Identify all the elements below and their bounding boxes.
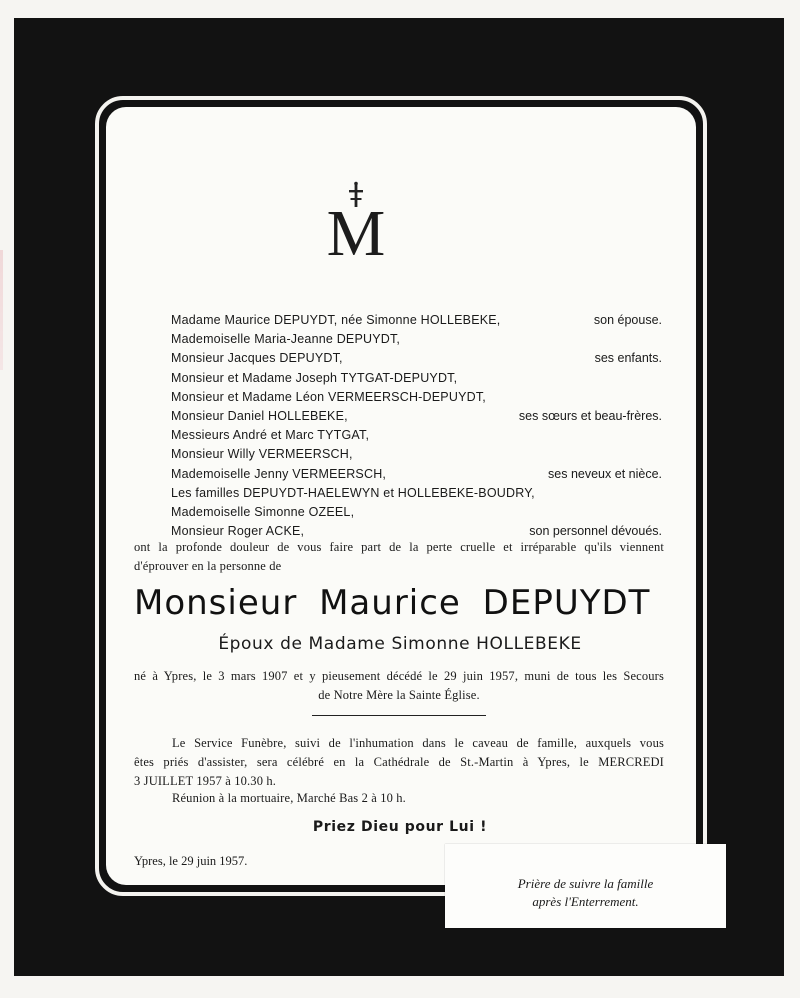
divider-rule: [312, 715, 486, 716]
intro-line-1: ont la profonde douleur de vous faire part de la perte cruelle et irréparable qu'ils viennent: [134, 540, 664, 554]
service-text: [134, 734, 664, 791]
place-date: Ypres, le 29 juin 1957.: [134, 854, 248, 868]
relation-label: ses enfants.: [594, 351, 662, 365]
paper-edge-stain: [0, 250, 3, 370]
relative-name: Monsieur Roger ACKE,: [171, 524, 305, 538]
birth-death-line-2: de Notre Mère la Sainte Église.: [318, 688, 480, 702]
relation-label: son personnel dévoués.: [529, 524, 662, 538]
relative-name: Mademoiselle Jenny VERMEERSCH,: [171, 467, 387, 481]
prayer-line: Priez Dieu pour Lui !: [312, 819, 488, 835]
relative-name: Monsieur Willy VERMEERSCH,: [171, 447, 353, 461]
relation-label: ses neveux et nièce.: [548, 467, 662, 481]
relative-name: Monsieur Jacques DEPUYDT,: [171, 351, 343, 365]
relation-label: ses sœurs et beau-frères.: [518, 409, 662, 423]
relative-name: Madame Maurice DEPUYDT, née Simonne HOLLEBEKE,: [171, 313, 501, 327]
relative-name: Messieurs André et Marc TYTGAT,: [171, 428, 370, 442]
relative-name: Mademoiselle Maria-Jeanne DEPUYDT,: [171, 332, 401, 346]
relative-name: Monsieur et Madame Joseph TYTGAT-DEPUYDT,: [171, 371, 458, 385]
spouse-line: Époux de Madame Simonne HOLLEBEKE: [218, 634, 582, 654]
service-line-3: 3 JUILLET 1957 à 10.30 h.: [134, 774, 277, 788]
relative-name: Les familles DEPUYDT-HAELEWYN et HOLLEBEKE-BOUDRY,: [171, 486, 535, 500]
attached-slip: [445, 844, 726, 928]
service-line-1: Le Service Funèbre, suivi de l'inhumation dans le caveau de famille, auxquels vous: [172, 736, 664, 750]
monogram-letter: M: [326, 197, 386, 260]
birth-death-line-1: né à Ypres, le 3 mars 1907 et y pieusement décédé le 29 juin 1957, muni de tous les Secours: [134, 669, 664, 683]
birth-death-text: [134, 667, 664, 705]
intro-line-2: d'éprouver en la personne de: [134, 559, 282, 573]
slip-line-1: Prière de suivre la famille: [517, 876, 654, 891]
deceased-name: Monsieur Maurice DEPUYDT: [134, 583, 651, 623]
marian-monogram-icon: [316, 180, 396, 260]
relative-name: Mademoiselle Simonne OZEEL,: [171, 505, 355, 519]
service-line-2: êtes priés d'assister, sera célébré en la Cathédrale de St.-Martin à Ypres, le MERCREDI: [134, 755, 664, 769]
slip-line-2: après l'Enterrement.: [532, 894, 639, 909]
relative-name: Monsieur et Madame Léon VERMEERSCH-DEPUYDT,: [171, 390, 486, 404]
relative-name: Monsieur Daniel HOLLEBEKE,: [171, 409, 348, 423]
intro-text: [134, 538, 664, 576]
relation-label: son épouse.: [593, 313, 662, 327]
reunion-text: Réunion à la mortuaire, Marché Bas 2 à 10 h.: [172, 791, 406, 805]
